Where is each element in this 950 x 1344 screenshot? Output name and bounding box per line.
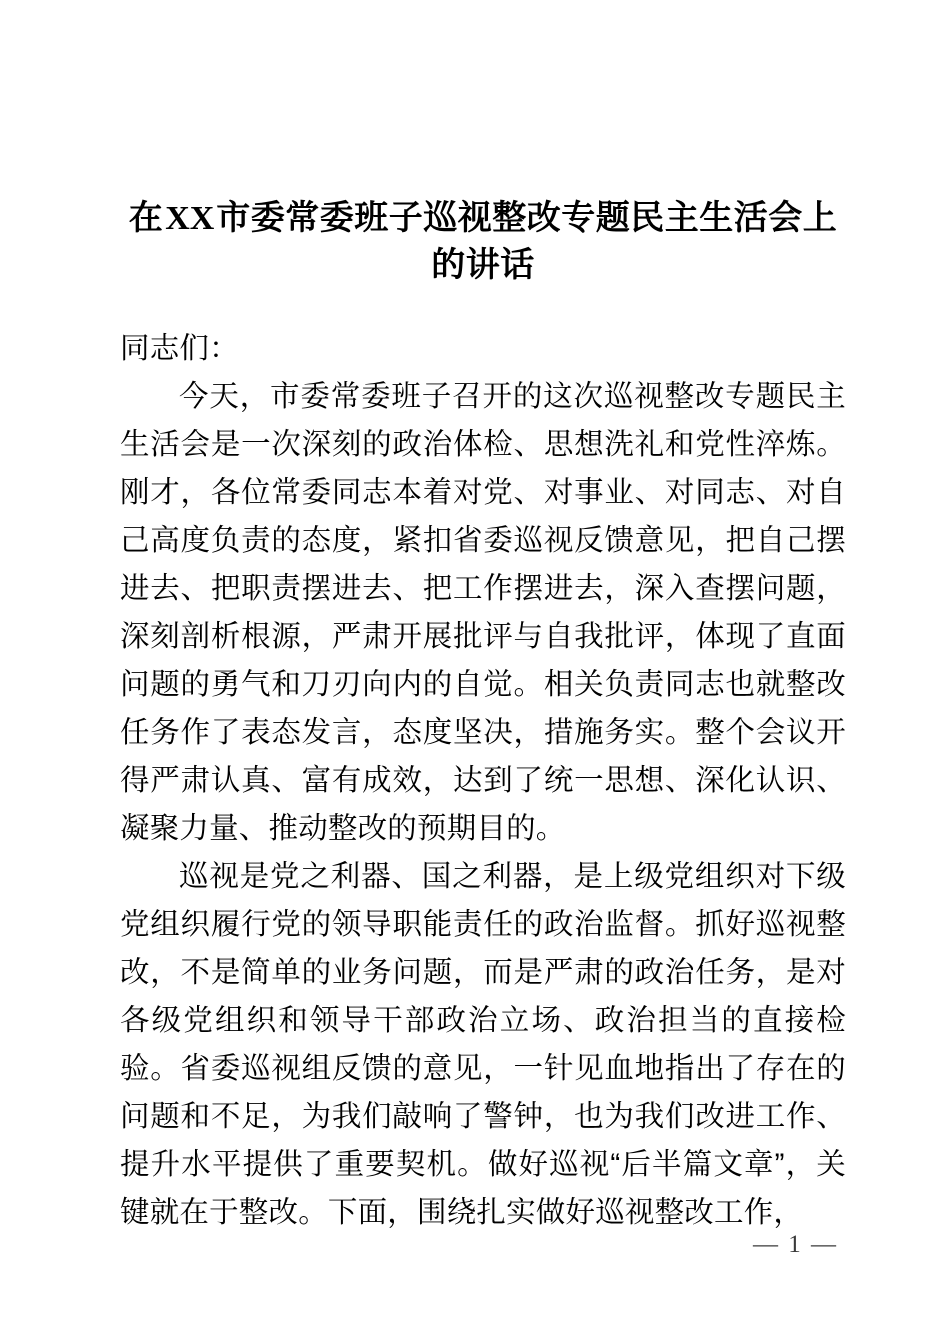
title-prefix: 在 (128, 198, 164, 237)
page-number-footer: — 1 — (753, 1231, 838, 1258)
body-paragraph-1: 今天，市委常委班子召开的这次巡视整改专题民主生活会是一次深刻的政治体检、思想洗礼和党性淬炼。刚才，各位常委同志本着对党、对事业、对同志、对自己高度负责的态度，紧扣省委巡视反馈意见，把自己摆进去、把职责摆进去、把工作摆进去，深入查摆问题，深刻剖析根源，严肃开展批评与自我批评，体现了直面问题的勇气和刀刃向内的自觉。相关负责同志也就整改任务作了表态发言，态度坚决，措施务实。整个会议开得严肃认真、富有成效，达到了统一思想、深化认识、凝聚力量、推动整改的预期目的。 (120, 380, 846, 845)
body-paragraph-2: 巡视是党之利器、国之利器，是上级党组织对下级党组织履行党的领导职能责任的政治监督。抓好巡视整改，不是简单的业务问题，而是严肃的政治任务，是对各级党组织和领导干部政治立场、政治担当的直接检验。省委巡视组反馈的意见，一针见血地指出了存在的问题和不足，为我们敲响了警钟，也为我们改进工作、提升水平提供了重要契机。做好巡视“后半篇文章”，关键就在于整改。下面，围绕扎实做好巡视整改工作， (120, 860, 846, 1229)
salutation: 同志们： (120, 332, 239, 365)
title-latin-placeholder: XX (165, 199, 215, 237)
page-title (120, 195, 846, 288)
title-line-two: 上的讲话 (431, 198, 838, 284)
document-body (120, 325, 846, 1237)
title-suffix: 市委常委班子巡视整改专题民主生活会 (216, 198, 803, 237)
